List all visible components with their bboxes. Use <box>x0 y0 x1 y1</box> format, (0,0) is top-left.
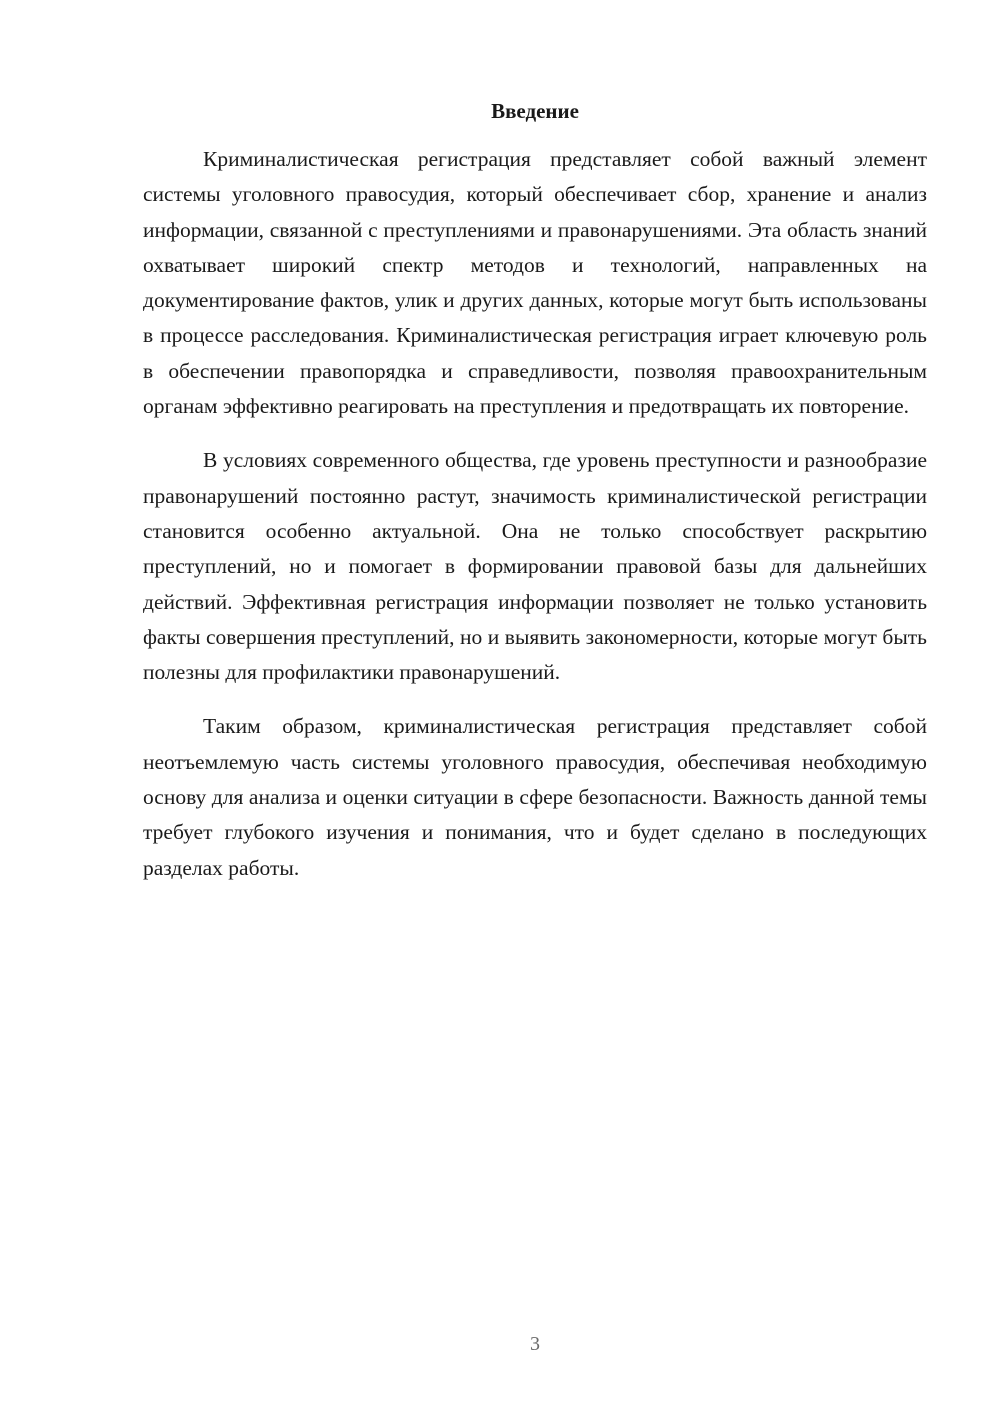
paragraph-3: Таким образом, криминалистическая регистрация представляет собой неотъемлемую часть системы уголовного правосудия, обеспечивая необходимую основу для анализа и оценки ситуации в сфере безопасности. Важность данной темы требует глубокого изучения и понимания, что и будет сделано в последующих разделах работы. <box>143 714 927 880</box>
page-title: Введение <box>491 99 579 123</box>
paragraph-1: Криминалистическая регистрация представляет собой важный элемент системы уголовного правосудия, который обеспечивает сбор, хранение и анализ информации, связанной с преступлениями и правонарушениями. Эта область знаний охватывает широкий спектр методов и технологий, направленных на документирование фактов, улик и других данных, которые могут быть использованы в процессе расследования. Криминалистическая регистрация играет ключевую роль в обеспечении правопорядка и справедливости, позволяя правоохранительным органам эффективно реагировать на преступления и предотвращать их повторение. <box>143 147 927 419</box>
body-text <box>143 142 927 905</box>
page-number: 3 <box>530 1333 540 1355</box>
paragraph-2: В условиях современного общества, где уровень преступности и разнообразие правонарушений постоянно растут, значимость криминалистической регистрации становится особенно актуальной. Она не только способствует раскрытию преступлений, но и помогает в формировании правовой базы для дальнейших действий. Эффективная регистрация информации позволяет не только установить факты совершения преступлений, но и выявить закономерности, которые могут быть полезны для профилактики правонарушений. <box>143 448 927 685</box>
